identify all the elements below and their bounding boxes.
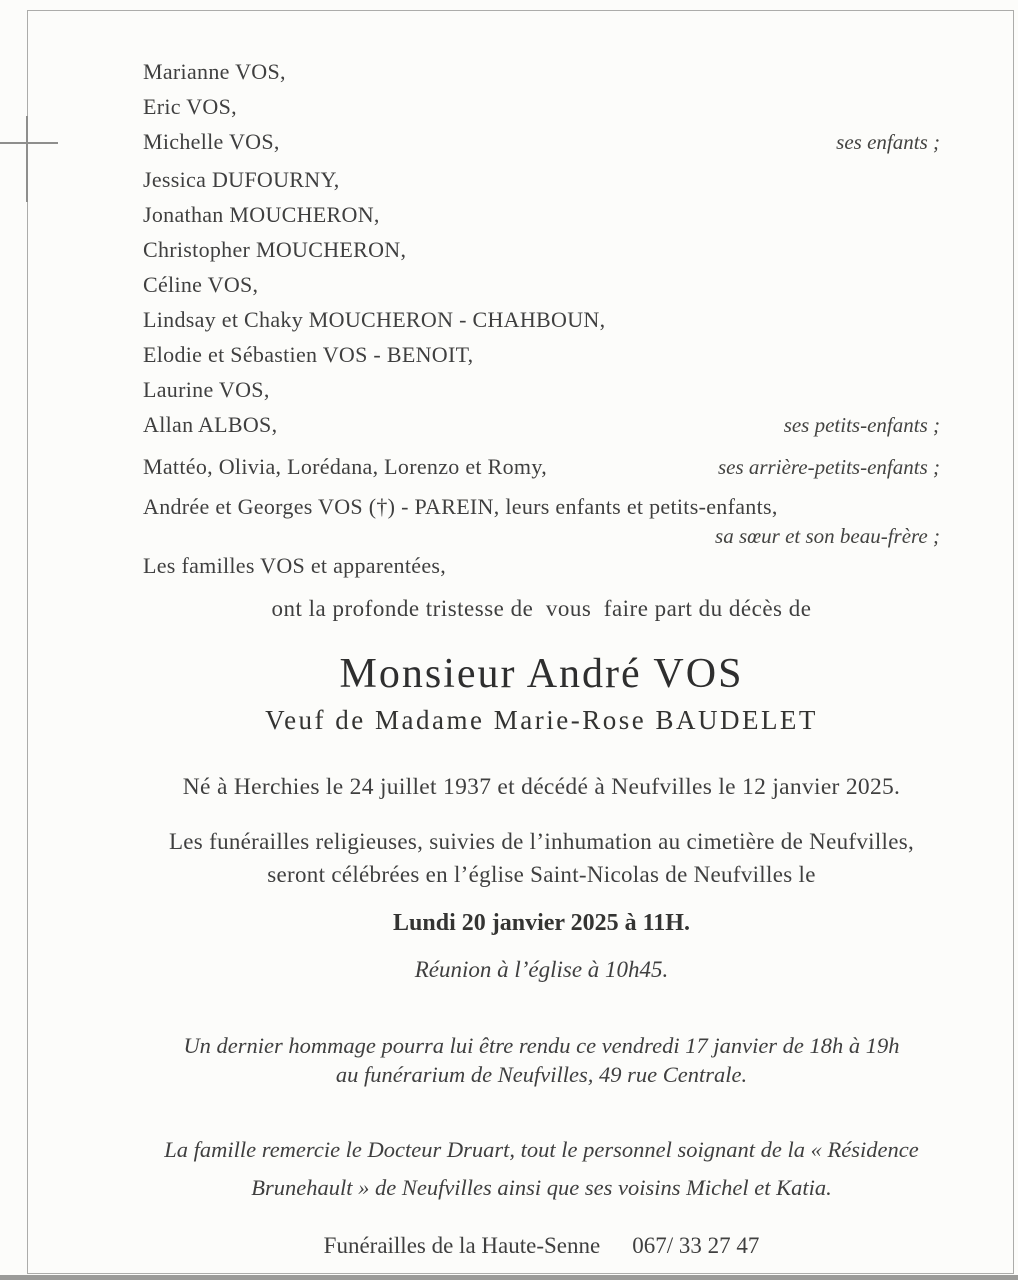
funeral-home-phone: 067/ 33 27 47 xyxy=(632,1233,760,1258)
family-row xyxy=(143,89,940,124)
relation-label-children: ses enfants ; xyxy=(836,130,940,154)
funeral-line-1: Les funérailles religieuses, suivies de l’inhumation au cimetière de Neufvilles, xyxy=(168,829,915,854)
funeral-line-2: seront célébrées en l’église Saint-Nicolas de Neufvilles le xyxy=(267,862,816,887)
family-member-name: Jessica DUFOURNY, xyxy=(143,167,340,192)
family-member-name: Andrée et Georges VOS (†) - PAREIN, leurs enfants et petits-enfants, xyxy=(143,494,778,519)
family-row xyxy=(143,302,940,337)
family-member-name: Les familles VOS et apparentées, xyxy=(143,553,447,578)
family-member-name: Jonathan MOUCHERON, xyxy=(143,202,380,227)
family-member-name: Lindsay et Chaky MOUCHERON - CHAHBOUN, xyxy=(143,307,606,332)
footer-line xyxy=(143,1231,940,1261)
family-row xyxy=(143,372,940,407)
thanks-line-2: Brunehault » de Neufvilles ainsi que ses voisins Michel et Katia. xyxy=(251,1175,832,1200)
family-group-children xyxy=(143,54,940,160)
family-row xyxy=(143,267,940,302)
deceased-subtitle: Veuf de Madame Marie-Rose BAUDELET xyxy=(265,705,818,735)
registration-mark-vertical xyxy=(26,116,28,202)
scan-bottom-edge xyxy=(0,1275,1018,1280)
thanks-paragraph xyxy=(143,1131,940,1207)
family-member-name: Christopher MOUCHERON, xyxy=(143,237,407,262)
family-member-name: Marianne VOS, xyxy=(143,59,286,84)
family-row xyxy=(143,124,940,160)
birth-death-line: Né à Herchies le 24 juillet 1937 et décédé à Neufvilles le 12 janvier 2025. xyxy=(182,774,901,800)
intro-line: ont la profonde tristesse de vous faire part du décès de xyxy=(271,596,812,621)
family-row xyxy=(143,197,940,232)
family-group-related-families xyxy=(143,548,940,583)
family-group-siblings xyxy=(143,489,940,548)
tribute-line-1: Un dernier hommage pourra lui être rendu ce vendredi 17 janvier de 18h à 19h xyxy=(183,1033,900,1058)
family-member-name: Céline VOS, xyxy=(143,272,259,297)
family-member-name: Elodie et Sébastien VOS - BENOIT, xyxy=(143,342,474,367)
registration-mark-horizontal xyxy=(0,142,58,144)
announcement-content xyxy=(143,54,940,1261)
tribute-line-2: au funérarium de Neufvilles, 49 rue Centrale. xyxy=(335,1062,748,1087)
family-row xyxy=(143,449,940,485)
family-row xyxy=(143,54,940,89)
meeting-line: Réunion à l’église à 10h45. xyxy=(414,957,669,982)
family-row xyxy=(143,162,940,197)
family-row xyxy=(143,337,940,372)
family-group-grandchildren xyxy=(143,162,940,443)
family-member-name: Michelle VOS, xyxy=(143,129,280,154)
tribute-paragraph xyxy=(143,1031,940,1089)
family-row xyxy=(143,407,940,443)
relation-label-grandchildren: ses petits-enfants ; xyxy=(783,413,940,437)
relation-label-great-grandchildren: ses arrière-petits-enfants ; xyxy=(717,455,940,479)
funeral-home-name: Funérailles de la Haute-Senne xyxy=(323,1233,601,1258)
funeral-paragraph xyxy=(143,825,940,891)
family-member-name: Mattéo, Olivia, Lorédana, Lorenzo et Romy, xyxy=(143,454,547,479)
family-row xyxy=(143,489,940,524)
relation-label-siblings: sa sœur et son beau-frère ; xyxy=(715,524,940,548)
deceased-name: Monsieur André VOS xyxy=(339,651,744,697)
family-member-name: Allan ALBOS, xyxy=(143,412,278,437)
family-member-name: Eric VOS, xyxy=(143,94,237,119)
family-group-great-grandchildren xyxy=(143,449,940,485)
thanks-line-1: La famille remercie le Docteur Druart, tout le personnel soignant de la « Résidence xyxy=(164,1137,919,1162)
family-row xyxy=(143,548,940,583)
family-row xyxy=(143,232,940,267)
funeral-datetime: Lundi 20 janvier 2025 à 11H. xyxy=(393,910,690,936)
family-member-name: Laurine VOS, xyxy=(143,377,270,402)
